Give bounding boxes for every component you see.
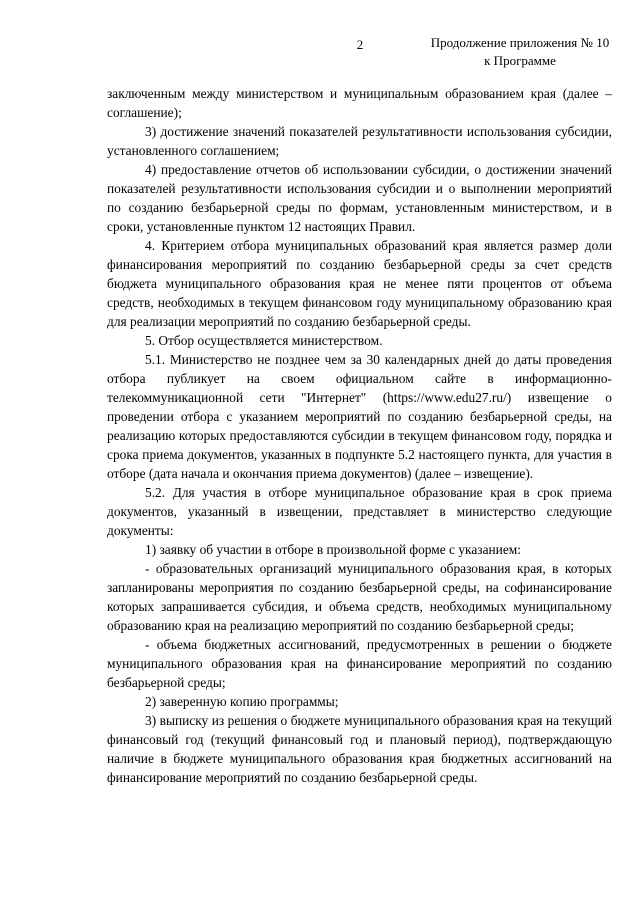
paragraph-clause-4: 4. Критерием отбора муниципальных образований края является размер доли финансирования мероприятий по созданию безбарьерной среды за счет средств бюджета муниципального образования края не менее пяти процентов от объема средств, необходимых в текущем финансовом году муниципальному образованию края для реализации мероприятий по созданию безбарьерной среды. — [107, 238, 612, 329]
paragraph-clause-5-2: 5.2. Для участия в отборе муниципальное образование края в срок приема документов, указанный в извещении, представляет в министерство следующие документы: — [107, 485, 612, 538]
paragraph-clause-5: 5. Отбор осуществляется министерством. — [145, 333, 383, 348]
appendix-note-line-1: Продолжение приложения № 10 — [430, 35, 610, 50]
paragraph-dash-budget: - объема бюджетных ассигнований, предусмотренных в решении о бюджете муниципального образования края на финансирование мероприятий по созданию безбарьерной среды; — [107, 637, 612, 690]
paragraph-clause-5-1: 5.1. Министерство не позднее чем за 30 календарных дней до даты проведения отбора публикует на своем официальном сайте в информационно-телекоммуникационной сети "Интернет" (https://www.edu27.ru/) извещение о проведении отбора с указанием мероприятий по созданию безбарьерной среды, на реализацию которых предоставляются субсидии в текущем финансовом году, порядка и срока приема документов, указанных в подпункте 5.2 настоящего пункта, для участия в отборе (дата начала и окончания приема документов) (далее – извещение). — [107, 352, 612, 481]
document-body — [107, 84, 612, 787]
paragraph-item-4: 4) предоставление отчетов об использовании субсидии, о достижении значений показателей результативности использования субсидии и о выполнении мероприятий по созданию безбарьерной среды по формам, установленным министерством, и в сроки, установленные пунктом 12 настоящих Правил. — [107, 162, 612, 234]
appendix-note-line-2: к Программе — [484, 53, 556, 68]
paragraph-dash-organizations: - образовательных организаций муниципального образования края, в которых запланированы мероприятия по созданию безбарьерной среды, на софинансирование которых запрашивается субсидия, и объема средств, необходимых муниципальному образованию края на реализацию мероприятий по созданию безбарьерной среды; — [107, 561, 612, 633]
paragraph-sub-item-3: 3) выписку из решения о бюджете муниципального образования края на текущий финансовый год (текущий финансовый год и плановый период), подтверждающую наличие в бюджете муниципального образования края бюджетных ассигнований на финансирование мероприятий по созданию безбарьерной среды. — [107, 713, 612, 785]
paragraph-item-3: 3) достижение значений показателей результативности использования субсидии, установленного соглашением; — [107, 124, 612, 158]
page-number: 2 — [356, 37, 364, 52]
paragraph-sub-item-2: 2) заверенную копию программы; — [145, 694, 339, 709]
appendix-header-note — [420, 34, 620, 70]
paragraph-sub-item-1: 1) заявку об участии в отборе в произвольной форме с указанием: — [145, 542, 521, 557]
paragraph-continuation: заключенным между министерством и муниципальным образованием края (далее – соглашение); — [107, 86, 612, 120]
